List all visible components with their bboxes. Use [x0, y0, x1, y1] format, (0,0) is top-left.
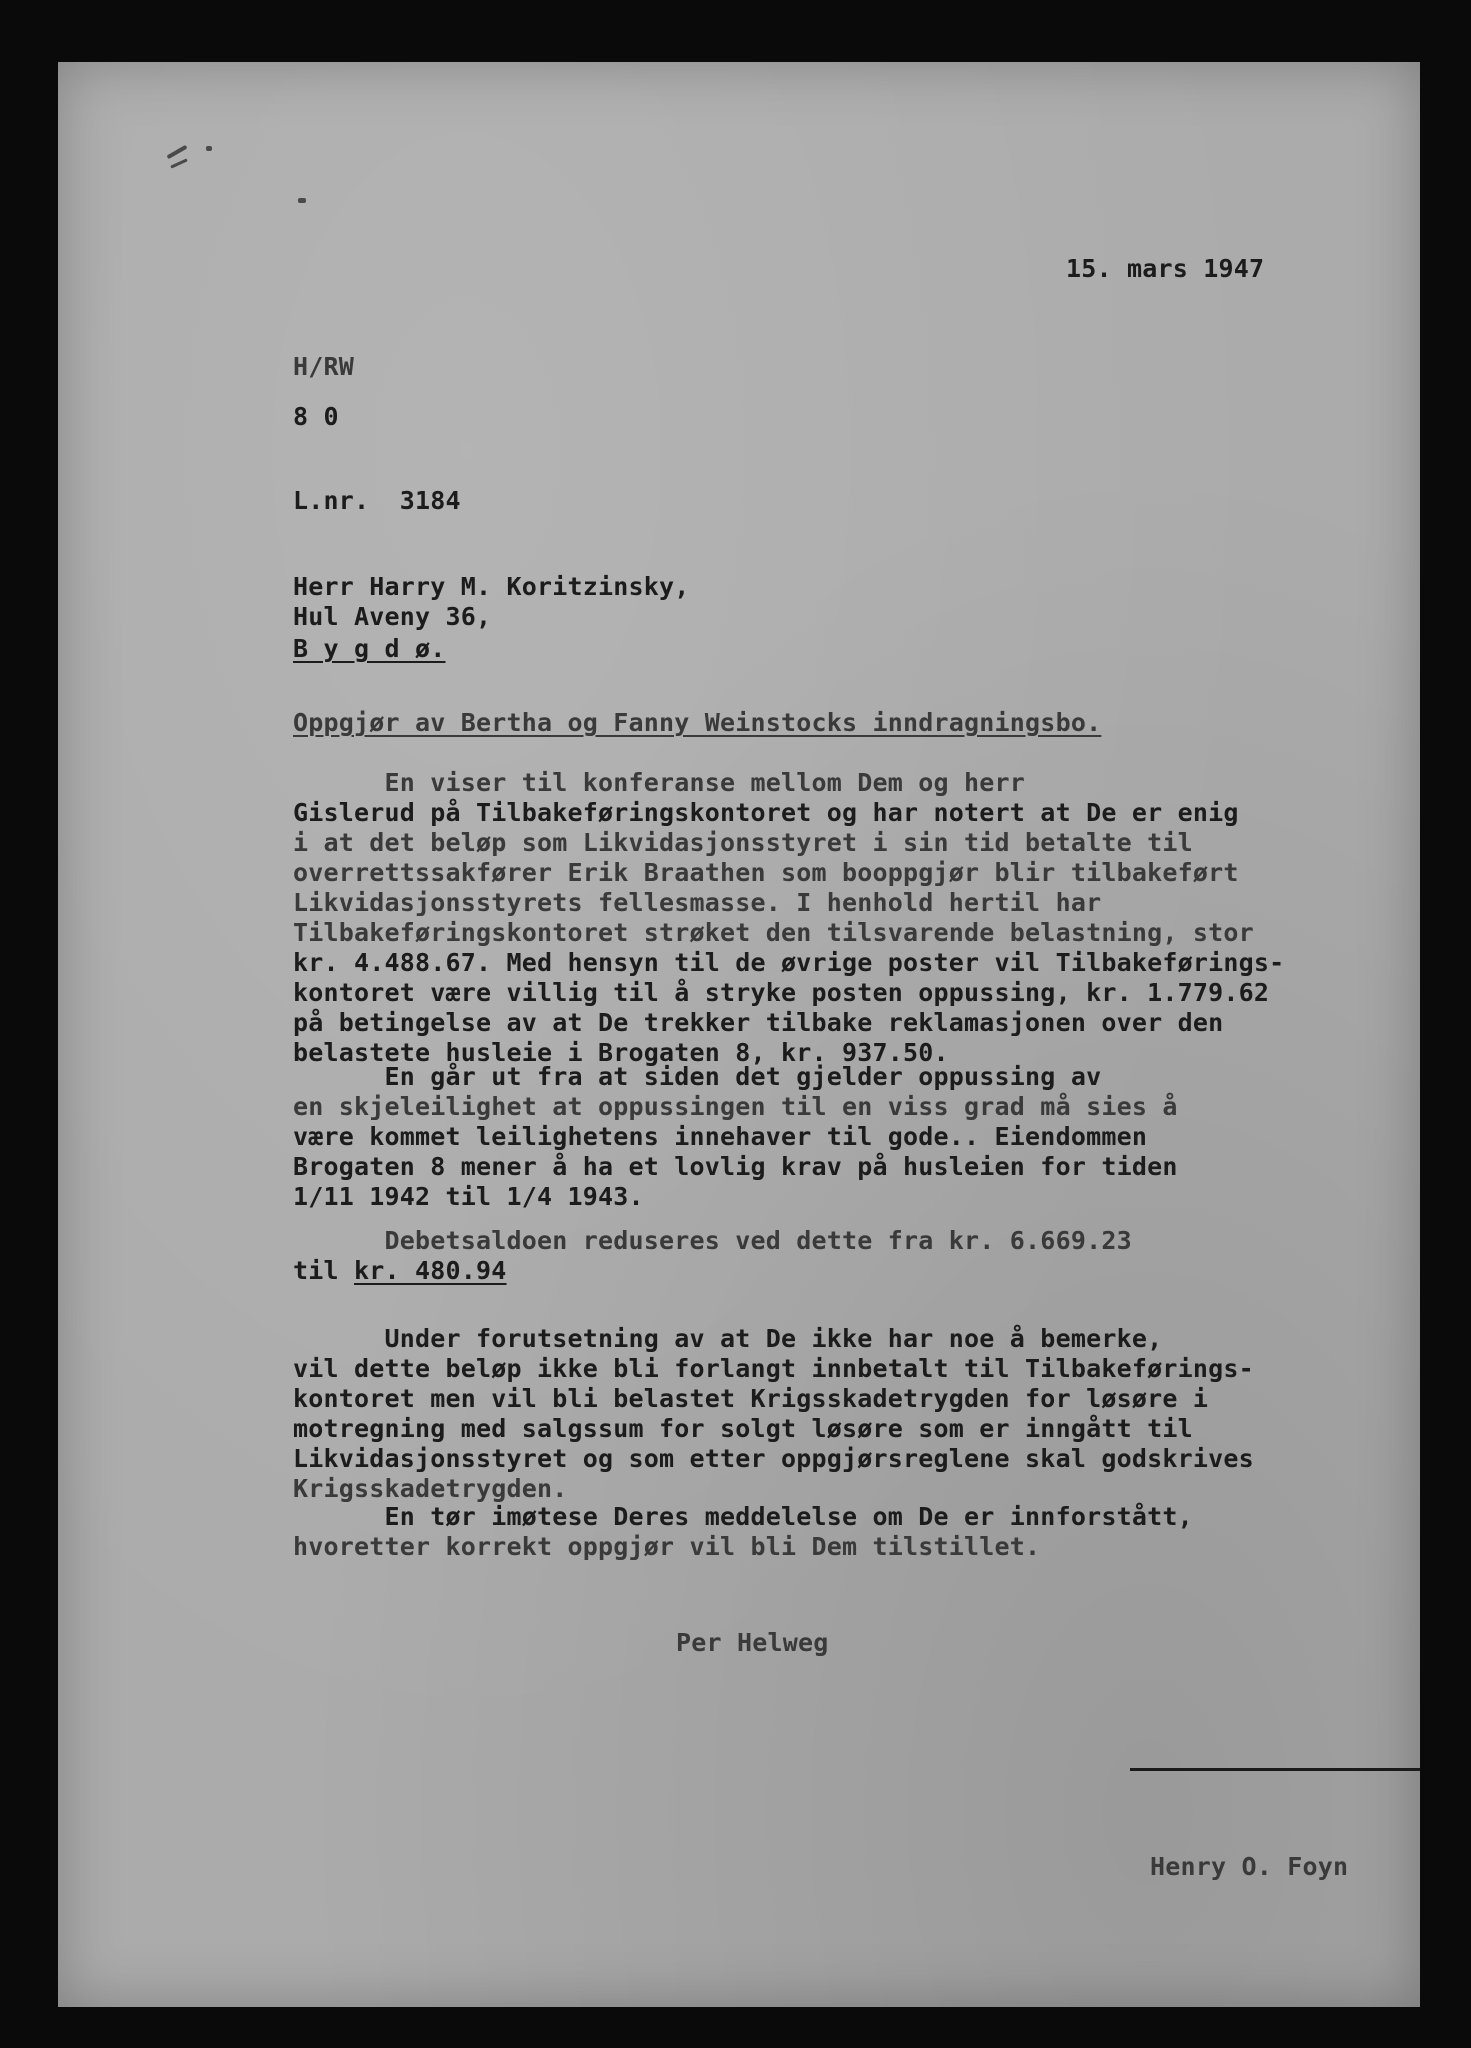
paper-speck — [166, 145, 187, 159]
reference-initials: H/RW — [293, 352, 355, 381]
paragraph-5-line: hvoretter korrekt oppgjør vil bli Dem tilstillet. — [293, 1532, 1041, 1561]
paragraph-2-line: 1/11 1942 til 1/4 1943. — [293, 1182, 644, 1211]
paragraph-4-line: motregning med salgssum for solgt løsøre som er inngått til — [293, 1414, 1193, 1443]
paragraph-4-line: Krigsskadetrygden. — [293, 1474, 568, 1503]
paper-speck — [298, 198, 306, 203]
address-line-city: B y g d ø. — [293, 634, 446, 663]
paragraph-1 — [293, 768, 1284, 1068]
paragraph-5 — [293, 1502, 1193, 1562]
paragraph-4-line: kontoret men vil bli belastet Krigsskadetrygden for løsøre i — [293, 1384, 1209, 1413]
paragraph-3-line-1: Debetsaldoen reduseres ved dette fra kr. 6.669.23 — [293, 1226, 1132, 1255]
paragraph-2 — [293, 1062, 1178, 1212]
paper-speck — [170, 158, 188, 168]
letter-sheet — [58, 62, 1420, 2007]
paragraph-4-line: Likvidasjonsstyret og som etter oppgjørsreglene skal godskrives — [293, 1444, 1254, 1473]
paragraph-2-line: Brogaten 8 mener å ha et lovlig krav på husleien for tiden — [293, 1152, 1178, 1181]
paragraph-3-line-2 — [293, 1256, 507, 1286]
paragraph-1-line: En viser til konferanse mellom Dem og herr — [293, 768, 1026, 797]
paragraph-1-line: Gislerud på Tilbakeføringskontoret og har notert at De er enig — [293, 798, 1239, 827]
letter-subject: Oppgjør av Bertha og Fanny Weinstocks inndragningsbo. — [293, 708, 1102, 737]
paragraph-1-line: Likvidasjonsstyrets fellesmasse. I henhold hertil har — [293, 888, 1102, 917]
reference-number: L.nr. 3184 — [293, 486, 461, 515]
balance-amount: kr. 480.94 — [354, 1256, 507, 1285]
signature-per-helweg: Per Helweg — [676, 1628, 829, 1657]
paragraph-4-line: Under forutsetning av at De ikke har noe å bemerke, — [293, 1324, 1163, 1353]
paragraph-1-line: overrettssakfører Erik Braathen som booppgjør blir tilbakeført — [293, 858, 1239, 887]
signature-henry-foyn: Henry O. Foyn — [1150, 1852, 1349, 1881]
paragraph-1-line: Tilbakeføringskontoret strøket den tilsvarende belastning, stor — [293, 918, 1254, 947]
paragraph-1-line: i at det beløp som Likvidasjonsstyret i sin tid betalte til — [293, 828, 1193, 857]
reference-code: 8 0 — [293, 402, 339, 431]
paragraph-4-line: vil dette beløp ikke bli forlangt innbetalt til Tilbakeførings- — [293, 1354, 1254, 1383]
paragraph-1-line: belastete husleie i Brogaten 8, kr. 937.50. — [293, 1038, 949, 1067]
paragraph-4 — [293, 1324, 1254, 1504]
paragraph-1-line: kr. 4.488.67. Med hensyn til de øvrige poster vil Tilbakeførings- — [293, 948, 1285, 977]
paragraph-5-line: En tør imøtese Deres meddelelse om De er innforstått, — [293, 1502, 1193, 1531]
address-line-name: Herr Harry M. Koritzinsky, — [293, 572, 690, 601]
signature-line — [1130, 1768, 1420, 1771]
paragraph-2-line: være kommet leilighetens innehaver til gode.. Eiendommen — [293, 1122, 1148, 1151]
address-line-street: Hul Aveny 36, — [293, 602, 492, 631]
paragraph-1-line: på betingelse av at De trekker tilbake reklamasjonen over den — [293, 1008, 1224, 1037]
paragraph-3-prefix: til — [293, 1256, 355, 1285]
paragraph-2-line: en skjeleilighet at oppussingen til en viss grad må sies å — [293, 1092, 1178, 1121]
paragraph-1-line: kontoret være villig til å stryke posten oppussing, kr. 1.779.62 — [293, 978, 1270, 1007]
paper-speck — [206, 146, 212, 151]
paragraph-2-line: En går ut fra at siden det gjelder oppussing av — [293, 1062, 1102, 1091]
letter-date: 15. mars 1947 — [1066, 254, 1265, 283]
